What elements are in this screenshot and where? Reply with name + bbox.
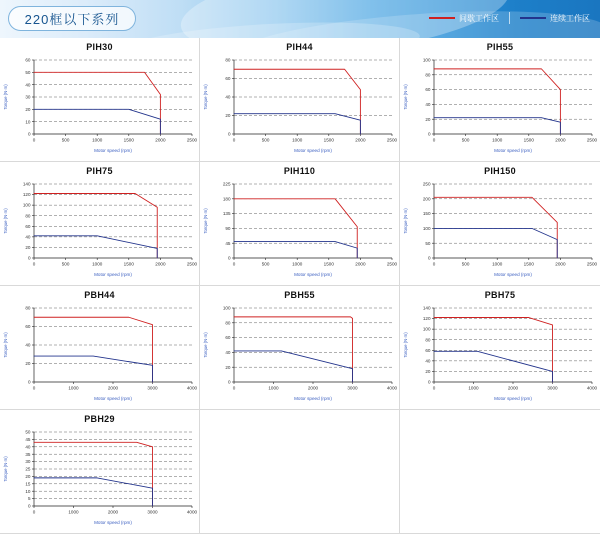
svg-text:150: 150 xyxy=(422,211,431,217)
svg-text:100: 100 xyxy=(22,202,31,208)
svg-text:0: 0 xyxy=(227,379,231,385)
legend-item-continuous xyxy=(520,13,590,24)
svg-text:Motor speed (rpm): Motor speed (rpm) xyxy=(294,148,332,153)
svg-text:60: 60 xyxy=(425,87,431,93)
svg-text:2500: 2500 xyxy=(186,137,198,143)
svg-text:1000: 1000 xyxy=(468,385,479,391)
svg-text:5: 5 xyxy=(27,496,31,502)
chart-title: PIH150 xyxy=(484,166,516,176)
chart-grid xyxy=(0,38,600,534)
svg-text:0: 0 xyxy=(427,255,431,261)
chart-cell-empty xyxy=(200,410,400,534)
svg-text:Motor speed (rpm): Motor speed (rpm) xyxy=(294,272,332,277)
svg-text:3000: 3000 xyxy=(147,385,158,391)
svg-text:40: 40 xyxy=(25,82,31,88)
svg-text:50: 50 xyxy=(25,429,31,435)
svg-text:0: 0 xyxy=(232,385,236,391)
svg-text:2500: 2500 xyxy=(386,137,398,143)
chart-title: PBH75 xyxy=(484,290,516,300)
chart-plot xyxy=(0,424,200,528)
svg-text:20: 20 xyxy=(225,113,231,119)
svg-text:80: 80 xyxy=(225,57,231,63)
svg-text:60: 60 xyxy=(225,335,231,341)
svg-text:100: 100 xyxy=(222,305,231,311)
svg-text:500: 500 xyxy=(61,137,70,143)
svg-text:Torque (N·m): Torque (N·m) xyxy=(203,332,208,358)
svg-text:1000: 1000 xyxy=(492,261,503,267)
svg-text:3000: 3000 xyxy=(547,385,558,391)
chart-title: PIH30 xyxy=(86,42,113,52)
chart-title: PBH29 xyxy=(84,414,115,424)
svg-text:10: 10 xyxy=(25,119,31,125)
chart-title: PBH55 xyxy=(284,290,315,300)
chart-plot xyxy=(400,300,600,404)
svg-text:2000: 2000 xyxy=(507,385,519,391)
chart-title: PBH44 xyxy=(84,290,115,300)
svg-text:3000: 3000 xyxy=(147,509,158,515)
chart-title: PIH75 xyxy=(86,166,113,176)
svg-text:140: 140 xyxy=(422,305,431,311)
svg-text:25: 25 xyxy=(25,466,31,472)
svg-text:1000: 1000 xyxy=(492,137,503,143)
svg-text:Motor speed (rpm): Motor speed (rpm) xyxy=(94,148,132,153)
svg-text:60: 60 xyxy=(225,76,231,82)
svg-text:1000: 1000 xyxy=(92,261,103,267)
svg-text:1000: 1000 xyxy=(268,385,279,391)
svg-text:4000: 4000 xyxy=(186,385,198,391)
svg-text:0: 0 xyxy=(27,379,31,385)
svg-text:2000: 2000 xyxy=(107,385,119,391)
svg-text:120: 120 xyxy=(22,192,31,198)
svg-text:0: 0 xyxy=(427,379,431,385)
svg-text:500: 500 xyxy=(61,261,70,267)
svg-text:20: 20 xyxy=(425,116,431,122)
svg-text:0: 0 xyxy=(32,137,36,143)
svg-text:3000: 3000 xyxy=(347,385,358,391)
svg-text:Motor speed (rpm): Motor speed (rpm) xyxy=(494,396,532,401)
svg-text:1500: 1500 xyxy=(323,137,334,143)
svg-text:60: 60 xyxy=(25,223,31,229)
svg-text:100: 100 xyxy=(422,57,431,63)
svg-text:0: 0 xyxy=(32,261,36,267)
svg-text:1000: 1000 xyxy=(68,385,79,391)
svg-text:0: 0 xyxy=(27,255,31,261)
svg-text:40: 40 xyxy=(425,102,431,107)
svg-text:45: 45 xyxy=(25,437,31,442)
svg-text:2000: 2000 xyxy=(107,509,119,515)
svg-text:180: 180 xyxy=(222,196,231,202)
svg-text:0: 0 xyxy=(232,261,236,267)
chart-plot xyxy=(0,52,200,156)
svg-text:500: 500 xyxy=(461,137,470,143)
svg-text:Motor speed (rpm): Motor speed (rpm) xyxy=(94,520,132,525)
chart-cell xyxy=(0,410,200,534)
svg-text:0: 0 xyxy=(427,131,431,137)
svg-text:30: 30 xyxy=(25,94,31,100)
svg-text:Torque (N·m): Torque (N·m) xyxy=(403,332,408,358)
svg-text:10: 10 xyxy=(25,488,31,494)
svg-text:500: 500 xyxy=(261,137,270,143)
chart-cell xyxy=(200,286,400,410)
svg-text:30: 30 xyxy=(25,459,31,465)
chart-plot xyxy=(200,176,400,280)
page-title: 220框以下系列 xyxy=(8,6,136,31)
svg-text:2500: 2500 xyxy=(386,261,398,267)
chart-cell xyxy=(0,286,200,410)
svg-text:60: 60 xyxy=(25,324,31,330)
svg-text:0: 0 xyxy=(32,509,36,515)
svg-text:1000: 1000 xyxy=(292,261,303,267)
svg-text:0: 0 xyxy=(432,137,436,143)
svg-text:Motor speed (rpm): Motor speed (rpm) xyxy=(494,148,532,153)
svg-text:250: 250 xyxy=(422,181,431,187)
svg-text:80: 80 xyxy=(425,72,431,78)
chart-title: PIH44 xyxy=(286,42,313,52)
svg-text:20: 20 xyxy=(425,369,431,375)
svg-text:500: 500 xyxy=(461,261,470,267)
svg-text:0: 0 xyxy=(432,385,436,391)
chart-cell xyxy=(0,38,200,162)
chart-plot xyxy=(0,300,200,404)
svg-text:2000: 2000 xyxy=(355,261,366,267)
svg-text:2000: 2000 xyxy=(155,261,166,267)
svg-text:4000: 4000 xyxy=(386,385,398,391)
svg-text:Torque (N·m): Torque (N·m) xyxy=(403,84,408,110)
svg-text:20: 20 xyxy=(25,361,31,367)
svg-text:1500: 1500 xyxy=(323,261,334,267)
chart-cell xyxy=(400,162,600,286)
svg-text:0: 0 xyxy=(227,255,231,261)
svg-text:225: 225 xyxy=(222,181,231,187)
svg-text:Torque (N·m): Torque (N·m) xyxy=(403,208,408,234)
svg-text:20: 20 xyxy=(225,364,231,370)
svg-text:2000: 2000 xyxy=(555,137,566,143)
chart-cell xyxy=(200,38,400,162)
chart-plot xyxy=(200,52,400,156)
svg-text:Torque (N·m): Torque (N·m) xyxy=(3,456,8,482)
chart-cell xyxy=(200,162,400,286)
chart-plot xyxy=(0,176,200,280)
chart-title: PIH110 xyxy=(283,166,316,176)
svg-text:100: 100 xyxy=(422,326,431,332)
legend-label-continuous: 连续工作区 xyxy=(550,13,590,23)
chart-cell xyxy=(400,286,600,410)
svg-text:Motor speed (rpm): Motor speed (rpm) xyxy=(294,396,332,401)
svg-text:2000: 2000 xyxy=(355,137,366,143)
svg-text:500: 500 xyxy=(261,261,270,267)
svg-text:120: 120 xyxy=(422,316,431,322)
svg-text:35: 35 xyxy=(25,451,31,457)
svg-text:90: 90 xyxy=(225,226,231,231)
svg-text:2500: 2500 xyxy=(586,137,598,143)
svg-text:40: 40 xyxy=(425,358,431,364)
svg-text:45: 45 xyxy=(225,240,231,246)
svg-text:80: 80 xyxy=(25,213,31,219)
svg-text:80: 80 xyxy=(225,320,231,326)
svg-text:2000: 2000 xyxy=(307,385,319,391)
line-swatch-blue-icon xyxy=(520,17,546,19)
page-header xyxy=(0,0,600,38)
svg-text:15: 15 xyxy=(25,481,31,487)
svg-text:Torque (N·m): Torque (N·m) xyxy=(3,332,8,358)
svg-text:Torque (N·m): Torque (N·m) xyxy=(203,208,208,234)
svg-text:0: 0 xyxy=(27,503,31,509)
svg-text:20: 20 xyxy=(25,245,31,251)
svg-text:80: 80 xyxy=(425,337,431,343)
svg-text:1500: 1500 xyxy=(523,137,534,143)
svg-text:Motor speed (rpm): Motor speed (rpm) xyxy=(94,396,132,401)
svg-text:2500: 2500 xyxy=(186,261,198,267)
svg-text:100: 100 xyxy=(422,226,431,231)
svg-text:50: 50 xyxy=(425,240,431,246)
svg-text:2000: 2000 xyxy=(155,137,166,143)
svg-text:1000: 1000 xyxy=(68,509,79,515)
svg-text:135: 135 xyxy=(222,211,231,217)
svg-text:Torque (N·m): Torque (N·m) xyxy=(3,208,8,234)
svg-text:2500: 2500 xyxy=(586,261,598,267)
svg-text:Torque (N·m): Torque (N·m) xyxy=(3,84,8,110)
svg-text:200: 200 xyxy=(422,196,431,202)
svg-text:50: 50 xyxy=(25,69,31,75)
svg-text:Motor speed (rpm): Motor speed (rpm) xyxy=(494,272,532,277)
svg-text:1500: 1500 xyxy=(123,137,134,143)
svg-text:Motor speed (rpm): Motor speed (rpm) xyxy=(94,272,132,277)
svg-text:Torque (N·m): Torque (N·m) xyxy=(203,84,208,110)
svg-text:20: 20 xyxy=(25,106,31,112)
chart-cell xyxy=(0,162,200,286)
svg-text:1500: 1500 xyxy=(123,261,134,267)
svg-text:40: 40 xyxy=(225,94,231,100)
line-swatch-red-icon xyxy=(429,17,455,19)
svg-text:0: 0 xyxy=(227,131,231,137)
chart-title: PIH55 xyxy=(486,42,514,52)
svg-text:40: 40 xyxy=(25,444,31,450)
svg-text:0: 0 xyxy=(27,131,31,137)
svg-text:20: 20 xyxy=(25,474,31,479)
svg-text:40: 40 xyxy=(225,350,231,355)
legend-item-intermittent xyxy=(429,13,499,24)
chart-cell-empty xyxy=(400,410,600,534)
svg-text:60: 60 xyxy=(425,347,431,353)
svg-text:4000: 4000 xyxy=(186,509,198,515)
svg-text:40: 40 xyxy=(25,234,31,240)
svg-text:1500: 1500 xyxy=(523,261,534,267)
chart-plot xyxy=(400,52,600,156)
chart-cell xyxy=(400,38,600,162)
svg-text:0: 0 xyxy=(432,261,436,267)
svg-text:60: 60 xyxy=(25,57,31,63)
legend-divider xyxy=(509,12,510,24)
svg-text:0: 0 xyxy=(32,385,36,391)
chart-plot xyxy=(200,300,400,404)
svg-text:1000: 1000 xyxy=(92,137,103,143)
svg-text:4000: 4000 xyxy=(586,385,598,391)
svg-text:1000: 1000 xyxy=(292,137,303,143)
svg-text:2000: 2000 xyxy=(555,261,566,267)
svg-text:80: 80 xyxy=(25,305,31,311)
svg-text:140: 140 xyxy=(22,181,31,187)
chart-plot xyxy=(400,176,600,280)
legend-label-intermittent: 间歇工作区 xyxy=(459,13,499,23)
svg-text:40: 40 xyxy=(25,342,31,348)
svg-text:0: 0 xyxy=(232,137,236,143)
legend xyxy=(429,12,590,24)
